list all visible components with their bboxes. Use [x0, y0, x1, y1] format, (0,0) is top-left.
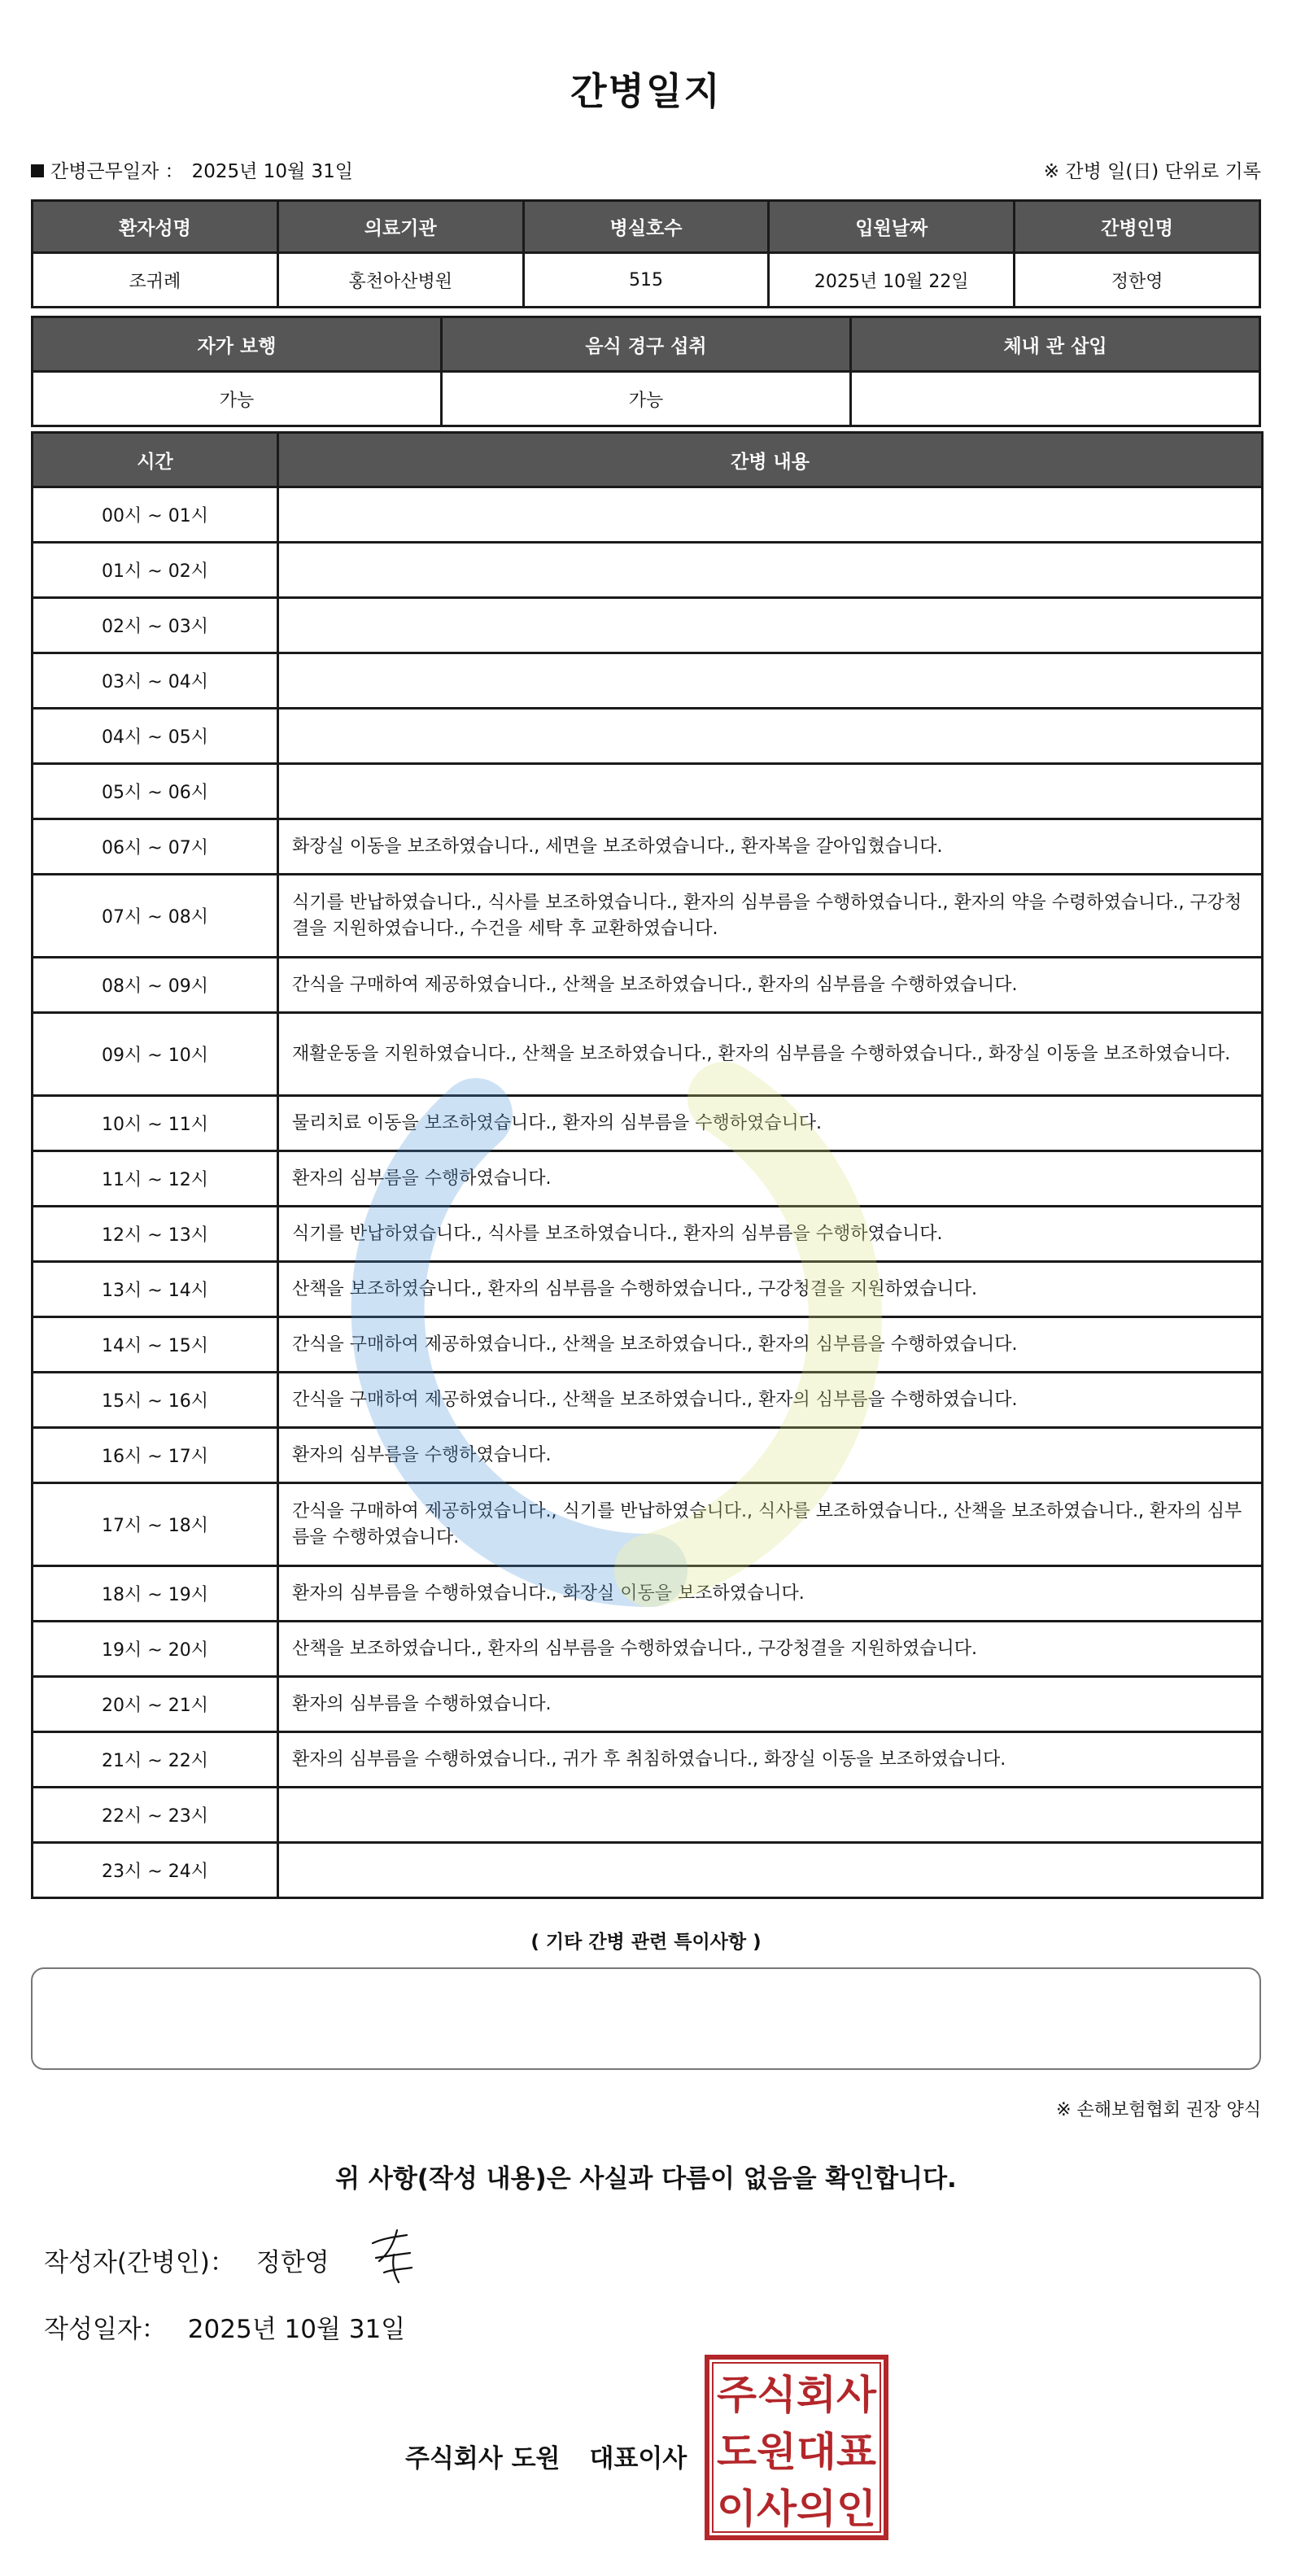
- patient-info-table: [31, 199, 1261, 308]
- header-admission-date: 입원날짜: [769, 201, 1015, 253]
- header-oral-intake: 음식 경구 섭취: [442, 317, 851, 372]
- table-row: [33, 1622, 1263, 1677]
- admission-date-value: 2025년 10월 22일: [769, 253, 1015, 308]
- time-cell: 00시 ~ 01시: [33, 487, 278, 543]
- time-cell: 04시 ~ 05시: [33, 709, 278, 764]
- company-line: [405, 2438, 687, 2474]
- table-row: [33, 958, 1263, 1013]
- room-number-value: 515: [523, 253, 769, 308]
- patient-status-header-row: [33, 317, 1260, 372]
- table-row: [33, 1151, 1263, 1207]
- header-patient-name: 환자성명: [33, 201, 278, 253]
- content-cell: 환자의 심부름을 수행하였습니다.: [278, 1677, 1263, 1732]
- content-cell: 산책을 보조하였습니다., 환자의 심부름을 수행하였습니다., 구강청결을 지원하였습니다.: [278, 1622, 1263, 1677]
- table-row: [33, 1677, 1263, 1732]
- patient-info-value-row: [33, 253, 1260, 308]
- content-cell: 환자의 심부름을 수행하였습니다.: [278, 1428, 1263, 1483]
- special-notes-title: ( 기타 간병 관련 특이사항 ): [530, 1932, 762, 1953]
- time-cell: 17시 ~ 18시: [33, 1483, 278, 1566]
- writer-line: [44, 2242, 330, 2278]
- svg-text:주식회사: 주식회사: [717, 2372, 877, 2418]
- content-cell: 환자의 심부름을 수행하였습니다.: [278, 1151, 1263, 1207]
- table-row: [33, 1013, 1263, 1096]
- time-cell: 11시 ~ 12시: [33, 1151, 278, 1207]
- header-self-walking: 자가 보행: [33, 317, 442, 372]
- content-cell: 식기를 반납하였습니다., 식사를 보조하였습니다., 환자의 심부름을 수행하였습니다., 환자의 약을 수령하였습니다., 구강청결을 지원하였습니다., 수건을 세탁 후 교환하였습니다.: [278, 875, 1263, 958]
- care-log-table: [31, 431, 1264, 1899]
- square-bullet-icon: [31, 164, 44, 177]
- table-row: [33, 487, 1263, 543]
- record-unit-note: ※ 간병 일(日) 단위로 기록: [1043, 161, 1261, 182]
- content-cell: 산책을 보조하였습니다., 환자의 심부름을 수행하였습니다., 구강청결을 지원하였습니다.: [278, 1262, 1263, 1317]
- time-cell: 15시 ~ 16시: [33, 1373, 278, 1428]
- content-cell: [278, 764, 1263, 819]
- content-cell: 화장실 이동을 보조하였습니다., 세면을 보조하였습니다., 환자복을 갈아입혔습니다.: [278, 819, 1263, 875]
- work-date-line: [31, 156, 353, 183]
- content-cell: [278, 653, 1263, 709]
- time-cell: 20시 ~ 21시: [33, 1677, 278, 1732]
- table-row: [33, 1732, 1263, 1788]
- patient-info-header-row: [33, 201, 1260, 253]
- patient-status-table: [31, 316, 1261, 427]
- seal-lettering: [717, 2372, 877, 2532]
- table-row: [33, 875, 1263, 958]
- caregiver-name-value: 정한영: [1015, 253, 1260, 308]
- table-row: [33, 1373, 1263, 1428]
- time-cell: 21시 ~ 22시: [33, 1732, 278, 1788]
- time-cell: 22시 ~ 23시: [33, 1788, 278, 1843]
- header-room-number: 병실호수: [523, 201, 769, 253]
- hospital-value: 홍천아산병원: [277, 253, 523, 308]
- oral-intake-value: 가능: [442, 372, 851, 426]
- header-tube-insertion: 체내 관 삽입: [851, 317, 1260, 372]
- write-date-line: [44, 2308, 405, 2345]
- time-cell: 02시 ~ 03시: [33, 598, 278, 653]
- write-date-label: 작성일자：: [44, 2315, 167, 2344]
- write-date-value: 2025년 10월 31일: [187, 2315, 406, 2344]
- care-log-header-row: [33, 433, 1263, 487]
- header-caregiver-name: 간병인명: [1015, 201, 1260, 253]
- header-time: 시간: [33, 433, 278, 487]
- time-cell: 12시 ~ 13시: [33, 1207, 278, 1262]
- confirmation-statement: 위 사항(작성 내용)은 사실과 다름이 없음을 확인합니다.: [335, 2164, 957, 2194]
- patient-name-value: 조귀례: [33, 253, 278, 308]
- time-cell: 10시 ~ 11시: [33, 1096, 278, 1151]
- time-cell: 06시 ~ 07시: [33, 819, 278, 875]
- content-cell: 환자의 심부름을 수행하였습니다., 화장실 이동을 보조하였습니다.: [278, 1566, 1263, 1622]
- time-cell: 19시 ~ 20시: [33, 1622, 278, 1677]
- table-row: [33, 1428, 1263, 1483]
- content-cell: 재활운동을 지원하였습니다., 산책을 보조하였습니다., 환자의 심부름을 수행하였습니다., 화장실 이동을 보조하였습니다.: [278, 1013, 1263, 1096]
- table-row: [33, 1566, 1263, 1622]
- time-cell: 13시 ~ 14시: [33, 1262, 278, 1317]
- writer-name: 정한영: [255, 2248, 330, 2277]
- content-cell: 간식을 구매하여 제공하였습니다., 산책을 보조하였습니다., 환자의 심부름을 수행하였습니다.: [278, 1317, 1263, 1373]
- work-date-value: 2025년 10월 31일: [191, 161, 353, 182]
- representative-title: 대표이사: [589, 2444, 687, 2473]
- table-row: [33, 1483, 1263, 1566]
- content-cell: 간식을 구매하여 제공하였습니다., 식기를 반납하였습니다., 식사를 보조하였습니다., 산책을 보조하였습니다., 환자의 심부름을 수행하였습니다.: [278, 1483, 1263, 1566]
- content-cell: 식기를 반납하였습니다., 식사를 보조하였습니다., 환자의 심부름을 수행하였습니다.: [278, 1207, 1263, 1262]
- company-seal: [705, 2355, 888, 2540]
- table-row: [33, 1788, 1263, 1843]
- self-walking-value: 가능: [33, 372, 442, 426]
- time-cell: 03시 ~ 04시: [33, 653, 278, 709]
- company-name: 주식회사 도원: [405, 2444, 561, 2473]
- time-cell: 08시 ~ 09시: [33, 958, 278, 1013]
- content-cell: [278, 543, 1263, 598]
- time-cell: 18시 ~ 19시: [33, 1566, 278, 1622]
- table-row: [33, 598, 1263, 653]
- content-cell: 물리치료 이동을 보조하였습니다., 환자의 심부름을 수행하였습니다.: [278, 1096, 1263, 1151]
- header-care-content: 간병 내용: [278, 433, 1263, 487]
- table-row: [33, 653, 1263, 709]
- content-cell: [278, 709, 1263, 764]
- table-row: [33, 1096, 1263, 1151]
- table-row: [33, 1843, 1263, 1898]
- document-title: 간병일지: [570, 69, 722, 113]
- table-row: [33, 1207, 1263, 1262]
- table-row: [33, 764, 1263, 819]
- svg-text:이사의인: 이사의인: [717, 2486, 876, 2532]
- header-hospital: 의료기관: [277, 201, 523, 253]
- content-cell: [278, 487, 1263, 543]
- time-cell: 14시 ~ 15시: [33, 1317, 278, 1373]
- table-row: [33, 543, 1263, 598]
- content-cell: 간식을 구매하여 제공하였습니다., 산책을 보조하였습니다., 환자의 심부름을 수행하였습니다.: [278, 1373, 1263, 1428]
- table-row: [33, 819, 1263, 875]
- content-cell: [278, 1843, 1263, 1898]
- time-cell: 09시 ~ 10시: [33, 1013, 278, 1096]
- time-cell: 16시 ~ 17시: [33, 1428, 278, 1483]
- time-cell: 23시 ~ 24시: [33, 1843, 278, 1898]
- writer-label: 작성자(간병인)：: [44, 2248, 235, 2277]
- patient-status-value-row: [33, 372, 1260, 426]
- table-row: [33, 709, 1263, 764]
- content-cell: [278, 1788, 1263, 1843]
- time-cell: 07시 ~ 08시: [33, 875, 278, 958]
- table-row: [33, 1317, 1263, 1373]
- table-row: [33, 1262, 1263, 1317]
- handwritten-signature: [364, 2225, 423, 2287]
- content-cell: 환자의 심부름을 수행하였습니다., 귀가 후 취침하였습니다., 화장실 이동을 보조하였습니다.: [278, 1732, 1263, 1788]
- tube-insertion-value: [851, 372, 1260, 426]
- work-date-label: 간병근무일자 ：: [50, 161, 184, 182]
- svg-text:도원대표: 도원대표: [717, 2429, 877, 2475]
- content-cell: 간식을 구매하여 제공하였습니다., 산책을 보조하였습니다., 환자의 심부름을 수행하였습니다.: [278, 958, 1263, 1013]
- time-cell: 01시 ~ 02시: [33, 543, 278, 598]
- special-notes-box: [31, 1967, 1261, 2070]
- time-cell: 05시 ~ 06시: [33, 764, 278, 819]
- content-cell: [278, 598, 1263, 653]
- form-source-note: ※ 손해보험협회 권장 양식: [1056, 2100, 1261, 2120]
